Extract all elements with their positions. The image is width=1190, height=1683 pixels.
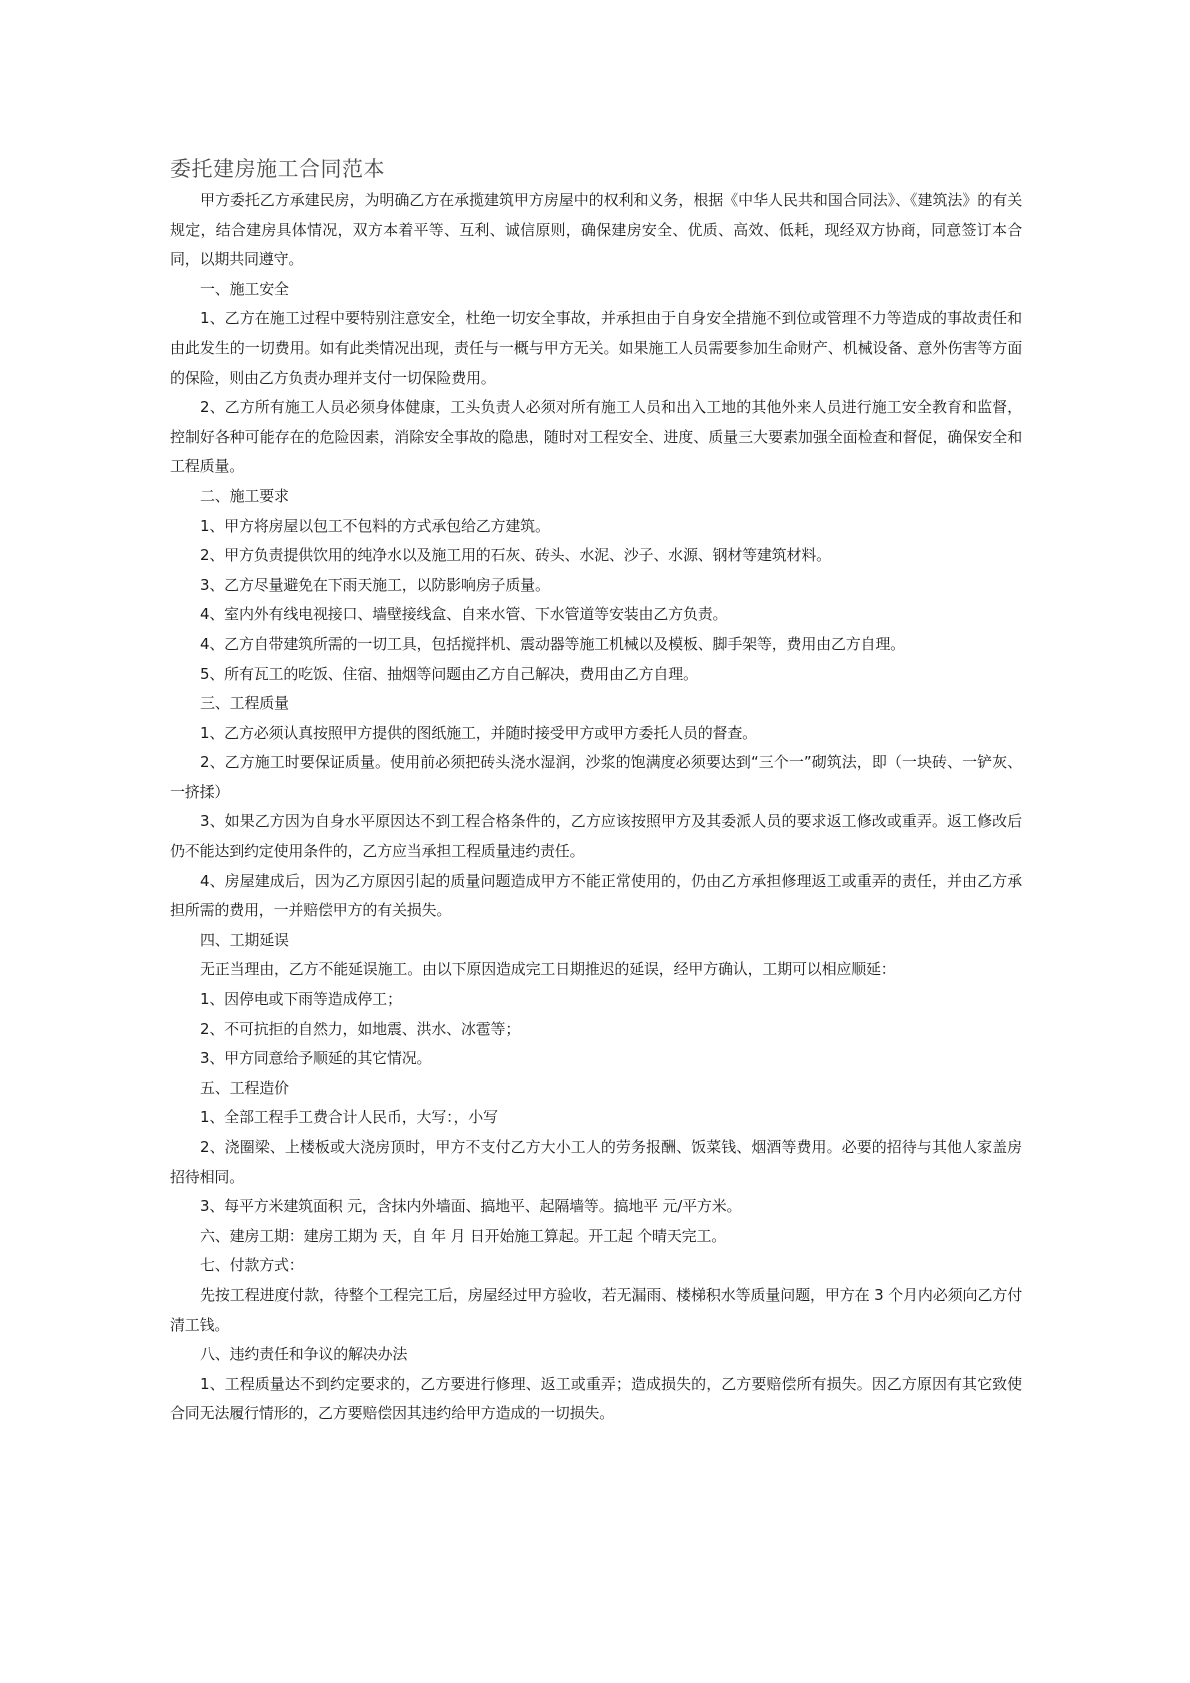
section-heading-cost: 五、工程造价 [200,1078,289,1097]
section-heading-quality: 三、工程质量 [200,694,289,713]
clause-paragraph: 4、房屋建成后，因为乙方原因引起的质量问题造成甲方不能正常使用的，仍由乙方承担修理返工或重弄的责任，并由乙方承担所需的费用，一并赔偿甲方的有关损失。 [170,871,1022,920]
section-heading-delay: 四、工期延误 [200,930,289,949]
clause-paragraph: 2、乙方所有施工人员必须身体健康，工头负责人必须对所有施工人员和出入工地的其他外来人员进行施工安全教育和监督，控制好各种可能存在的危险因素，消除安全事故的隐患，随时对工程安全、进度、质量三大要素加强全面检查和督促，确保安全和工程质量。 [170,398,1022,476]
section-heading-requirements: 二、施工要求 [200,486,289,505]
clause-paragraph: 5、所有瓦工的吃饭、住宿、抽烟等问题由乙方自己解决，费用由乙方自理。 [200,664,698,683]
clause-paragraph: 3、乙方尽量避免在下雨天施工，以防影响房子质量。 [200,575,550,594]
clause-paragraph: 1、因停电或下雨等造成停工； [200,990,402,1009]
section-heading-safety: 一、施工安全 [200,279,289,298]
clause-paragraph: 3、如果乙方因为自身水平原因达不到工程合格条件的，乙方应该按照甲方及其委派人员的要求返工修改或重弄。返工修改后仍不能达到约定使用条件的，乙方应当承担工程质量违约责任。 [170,812,1022,861]
document-page [170,152,1022,1429]
clause-paragraph: 先按工程进度付款，待整个工程完工后，房屋经过甲方验收，若无漏雨、楼梯积水等质量问题，甲方在 3 个月内必须向乙方付清工钱。 [170,1285,1022,1334]
clause-paragraph: 4、乙方自带建筑所需的一切工具，包括搅拌机、震动器等施工机械以及模板、脚手架等，费用由乙方自理。 [200,634,905,653]
clause-paragraph: 2、浇圈梁、上楼板或大浇房顶时，甲方不支付乙方大小工人的劳务报酬、饭菜钱、烟酒等费用。必要的招待与其他人家盖房招待相同。 [170,1138,1022,1186]
clause-paragraph: 2、乙方施工时要保证质量。使用前必须把砖头浇水湿润，沙浆的饱满度必须要达到“三个一”砌筑法，即（一块砖、一铲灰、一挤揉） [170,753,1022,801]
clause-paragraph: 1、乙方必须认真按照甲方提供的图纸施工，并随时接受甲方或甲方委托人员的督查。 [200,723,757,742]
section-heading-schedule: 六、建房工期：建房工期为 天，自 年 月 日开始施工算起。开工起 个晴天完工。 [200,1226,727,1245]
clause-paragraph: 1、甲方将房屋以包工不包料的方式承包给乙方建筑。 [200,516,550,535]
clause-paragraph: 2、不可抗拒的自然力，如地震、洪水、冰雹等； [200,1019,521,1038]
clause-paragraph: 2、甲方负责提供饮用的纯净水以及施工用的石灰、砖头、水泥、沙子、水源、钢材等建筑材料。 [200,546,831,565]
section-heading-payment: 七、付款方式： [200,1256,304,1275]
clause-paragraph: 1、乙方在施工过程中要特别注意安全，杜绝一切安全事故，并承担由于自身安全措施不到位或管理不力等造成的事故责任和由此发生的一切费用。如有此类情况出现，责任与一概与甲方无关。如果施工人员需要参加生命财产、机械设备、意外伤害等方面的保险，则由乙方负责办理并支付一切保险费用。 [170,309,1022,387]
clause-paragraph: 无正当理由，乙方不能延误施工。由以下原因造成完工日期推迟的延误，经甲方确认，工期可以相应顺延： [200,960,896,979]
document-title: 委托建房施工合同范本 [170,157,385,181]
clause-paragraph: 3、每平方米建筑面积 元，含抹内外墙面、搞地平、起隔墙等。搞地平 元/平方米。 [200,1197,742,1216]
intro-paragraph: 甲方委托乙方承建民房，为明确乙方在承揽建筑甲方房屋中的权利和义务，根据《中华人民共和国合同法》、《建筑法》的有关规定，结合建房具体情况，双方本着平等、互利、诚信原则，确保建房安全、优质、高效、低耗，现经双方协商，同意签订本合同，以期共同遵守。 [170,191,1022,269]
section-heading-liability: 八、违约责任和争议的解决办法 [200,1345,408,1364]
clause-paragraph: 4、室内外有线电视接口、墙壁接线盒、自来水管、下水管道等安装由乙方负责。 [200,605,728,624]
clause-paragraph: 1、全部工程手工费合计人民币，大写：，小写 [200,1108,498,1127]
clause-paragraph: 1、工程质量达不到约定要求的，乙方要进行修理、返工或重弄；造成损失的，乙方要赔偿所有损失。因乙方原因有其它致使合同无法履行情形的，乙方要赔偿因其违约给甲方造成的一切损失。 [170,1374,1022,1423]
clause-paragraph: 3、甲方同意给予顺延的其它情况。 [200,1049,432,1068]
